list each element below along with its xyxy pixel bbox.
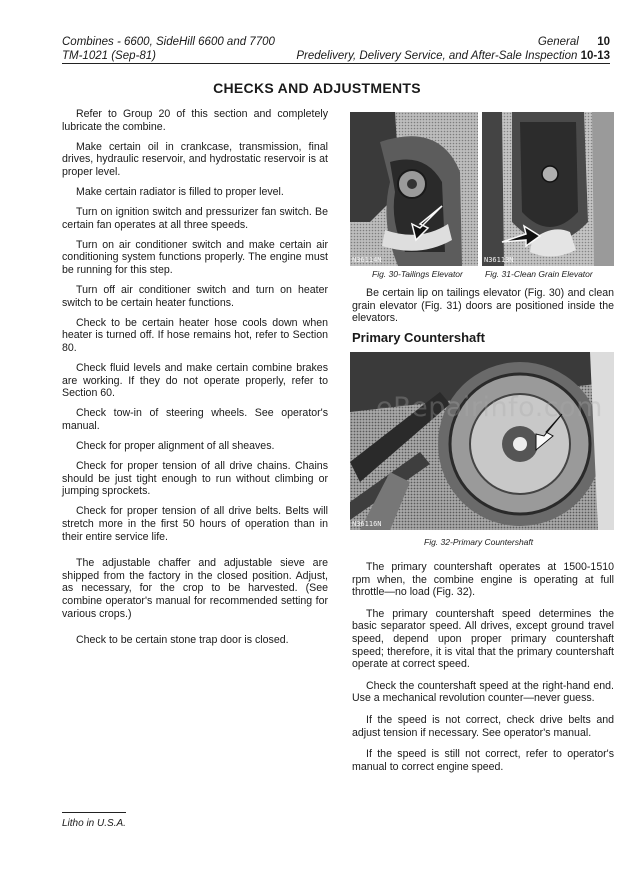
paragraph: Turn on ignition switch and pressurizer fan switch. Be certain fan operates at all three speeds.	[62, 206, 328, 231]
paragraph: Check tow-in of steering wheels. See operator's manual.	[62, 407, 328, 432]
running-header-right	[296, 35, 610, 63]
paragraph: Check to be certain stone trap door is closed.	[76, 634, 289, 647]
paragraph: Make certain radiator is filled to proper level.	[76, 185, 284, 198]
page-number: 10-13	[580, 50, 610, 62]
paragraph: Make certain oil in crankcase, transmission, final drives, hydraulic reservoir, and hydrostatic reservoir is at proper level.	[62, 140, 328, 178]
running-header-left	[62, 35, 275, 63]
manual-title: Combines - 6600, SideHill 6600 and 7700	[62, 36, 275, 48]
page-title: CHECKS AND ADJUSTMENTS	[213, 80, 421, 96]
right-column-bottom	[352, 561, 614, 782]
tailings-elevator-illustration	[350, 112, 478, 266]
section-name: General	[537, 36, 579, 48]
paragraph: Turn off air conditioner switch and turn on heater switch to be certain heater functions.	[62, 284, 328, 309]
group-name: Predelivery, Delivery Service, and After-Sale Inspection	[296, 50, 578, 62]
figure-32-code: N36116N	[352, 520, 382, 528]
clean-grain-elevator-illustration	[482, 112, 614, 266]
figure-31-code: N36113N	[484, 256, 514, 264]
figure-31-caption: Fig. 31-Clean Grain Elevator	[485, 269, 593, 279]
paragraph: If the speed is still not correct, refer to operator's manual to correct engine speed.	[352, 748, 614, 773]
paragraph: The primary countershaft speed determines the basic separator speed. All drives, except ground travel speed, depend upon proper primary countershaft speed; therefore, it is vital that the primary countershaft operate at correct speed.	[352, 607, 614, 671]
paragraph: If the speed is not correct, check drive belts and adjust tension if necessary. See operator's manual.	[352, 713, 614, 739]
right-column-top	[352, 287, 614, 334]
paragraph: Check the countershaft speed at the right-hand end. Use a mechanical revolution counter—never guess.	[352, 679, 614, 705]
paragraph: The adjustable chaffer and adjustable sieve are shipped from the factory in the closed position. Adjust, as necessary, for the crop to be harvested. (See combine operator's manual for recommended setting for various crops.)	[62, 557, 328, 620]
paragraph: Be certain lip on tailings elevator (Fig. 30) and clean grain elevator (Fig. 31) doors are positioned inside the elevators.	[352, 287, 614, 325]
section-heading: Primary Countershaft	[352, 330, 485, 345]
section-number: 10	[597, 36, 610, 48]
manual-number: TM-1021 (Sep-81)	[62, 50, 156, 62]
paragraph: Check for proper tension of all drive chains. Chains should be just tight enough to run without climbing or jumping sprockets.	[62, 460, 328, 498]
figure-32-photo	[350, 352, 614, 530]
paragraph: Refer to Group 20 of this section and completely lubricate the combine.	[62, 108, 328, 133]
figure-32-caption: Fig. 32-Primary Countershaft	[424, 537, 534, 547]
paragraph: Check to be certain heater hose cools down when heater is turned off. If hose remains hot, refer to Section 80.	[62, 316, 328, 354]
left-column	[62, 108, 328, 654]
figure-30-photo	[350, 112, 478, 266]
paragraph: Check for proper alignment of all sheaves.	[76, 439, 275, 452]
paragraph: Check for proper tension of all drive belts. Belts will stretch more in the first 50 hours of operation than in their entire service life.	[62, 505, 328, 543]
figure-31-photo	[482, 112, 614, 266]
primary-countershaft-illustration	[350, 352, 614, 530]
watermark-text: eRepairinfo.com	[376, 392, 603, 423]
header-rule	[62, 63, 610, 64]
figure-30-code: N36114N	[352, 256, 382, 264]
paragraph: Check fluid levels and make certain combine brakes are working. If they do not operate properly, refer to Section 60.	[62, 362, 328, 400]
footer-rule	[62, 812, 126, 813]
footer-imprint: Litho in U.S.A.	[62, 818, 126, 829]
paragraph: The primary countershaft operates at 1500-1510 rpm when, the combine engine is operating at full throttle—no load (Fig. 32).	[352, 561, 614, 599]
figure-30-caption: Fig. 30-Tailings Elevator	[372, 269, 463, 279]
paragraph: Turn on air conditioner switch and make certain air conditioning system functions properly. The engine must be running for this step.	[62, 238, 328, 276]
